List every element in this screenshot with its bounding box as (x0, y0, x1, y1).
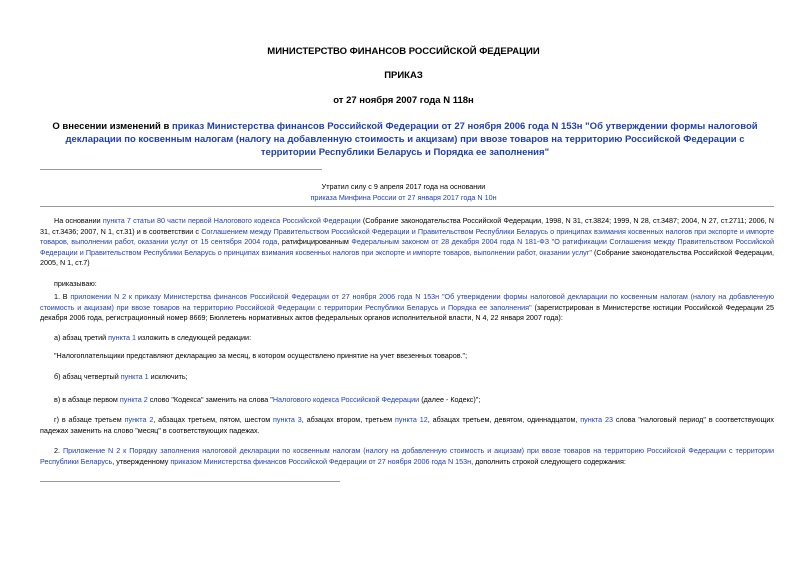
item1-text-2: (зарегистрирован в Министерстве юстиции Российской Федерации 25 декабря 2006 года, регистрационный номер 8669; Бюллетень нормативных актов федеральных органов исполнительной власти, N 4, 22 января 2007 года): (40, 302, 774, 323)
sub-b-text-1: б) абзац четвертый (54, 372, 121, 381)
sub-a-text-2: изложить в следующей редакции: (136, 333, 252, 342)
document-date-number: от 27 ноября 2007 года N 118н (333, 95, 474, 106)
tax-code-link-v[interactable]: Налогового кодекса Российской Федерации (272, 395, 420, 404)
agreement-link[interactable]: Соглашением между Правительством Российской Федерации и Правительством Республики Беларусь о принципах взимания косвенных налогов при экспорте и импорте товаров, выполнении работ, оказании услуг от 15 сентября 2004 года (40, 226, 774, 247)
appendix-2-procedure-link[interactable]: Приложение N 2 к Порядку заполнения налоговой декларации по косвенным налогам (налогу на добавленную стоимость и акцизам) при ввозе товаров на территорию Российской Федерации с территории Республики Беларусь (40, 446, 774, 466)
sub-item-g (40, 415, 774, 436)
sub-g-text-2: , абзацах третьем, пятом, шестом (153, 415, 274, 424)
sub-g-text-5: слова "налоговый период" в соответствующих падежах заменить на слово "месяц" в соответствующих падежах. (40, 415, 774, 435)
sub-item-b (40, 372, 774, 383)
sub-v-text-2: слово "Кодекса" заменить на слова " (147, 395, 273, 404)
item1-text-1: 1. В (54, 292, 71, 301)
preamble-text-4: (Собрание законодательства Российской Федерации, 2005, N 1, ст.7) (40, 247, 774, 268)
sub-a-text-1: а) абзац третий (54, 333, 109, 342)
sub-item-v (40, 395, 774, 406)
point-1-link-b[interactable]: пункта 1 (120, 372, 149, 381)
ministry-heading: МИНИСТЕРСТВО ФИНАНСОВ РОССИЙСКОЙ ФЕДЕРАЦИИ (267, 46, 540, 57)
point-2-link[interactable]: пункта 2 (119, 395, 148, 404)
federal-law-link[interactable]: Федеральным законом от 28 декабря 2004 года N 181-ФЗ "О ратификации Соглашения между Правительством Российской Федерации и Правительством Республики Беларусь о принципах взимания косвенных налогов при экспорте и импорте товаров, выполнении работ, оказании услуг" (40, 237, 774, 257)
status-note-line2 (0, 192, 807, 203)
point-12-link[interactable]: пункта 12 (394, 415, 428, 424)
preamble-text-2: (Собрание законодательства Российской Федерации, 1998, N 31, ст.3824; 1999, N 28, ст.3487; 2004, N 27, ст.2711; 2006, N 31, ст.3436; 2007, N 1, ст.31) и в соответствии с (40, 216, 774, 236)
document-title (40, 120, 770, 159)
amended-order-link[interactable]: приказ Министерства финансов Российской Федерации от 27 ноября 2006 года N 153н "Об утверждении формы налоговой декларации по косвенным налогам (налогу на добавленную стоимость и акцизам) при ввозе товаров на территорию Российской Федерации с территории Республики Беларусь и Порядка ее заполнения" (65, 121, 758, 158)
sub-b-text-2: исключить; (148, 372, 188, 381)
divider-bottom (40, 481, 340, 482)
item2-text-2: , утвержденному (112, 456, 171, 466)
point-3-link[interactable]: пункта 3 (273, 415, 302, 424)
item2-text-1: 2. (54, 446, 63, 455)
tax-code-link[interactable]: пункта 7 статьи 80 части первой Налогового кодекса Российской Федерации (102, 216, 361, 225)
item-2 (40, 446, 774, 467)
sub-g-text-1: г) в абзаце третьем (54, 415, 125, 424)
order-153n-link[interactable]: приказом Министерства финансов Российской Федерации от 27 ноября 2006 года N 153н (170, 456, 472, 466)
item2-text-3: , дополнить строкой следующего содержания: (471, 456, 626, 466)
sub-g-text-3: , абзацах втором, третьем (301, 415, 395, 424)
sub-v-text-1: в) в абзаце первом (54, 395, 120, 404)
preamble-paragraph (40, 216, 774, 269)
quote-a: "Налогоплательщики представляют декларацию за месяц, в котором осуществлено принятие на учет ввезенных товаров."; (54, 351, 468, 360)
appendix-2-link[interactable]: приложении N 2 к приказу Министерства финансов Российской Федерации от 27 ноября 2006 года N 153н "Об утверждении формы налоговой декларации по косвенным налогам (налогу на добавленную стоимость и акцизам) при ввозе товаров на территорию Российской Федерации с территории Республики Беларусь и Порядка ее заполнения" (40, 292, 774, 312)
document-type: ПРИКАЗ (384, 70, 423, 81)
divider-short (40, 169, 322, 170)
sub-v-text-3: (далее - Кодекс)"; (419, 395, 481, 404)
title-prefix: О внесении изменений в (52, 121, 172, 132)
sub-g-text-4: , абзацах третьем, девятом, одиннадцатом, (427, 415, 581, 424)
point-2-link-g[interactable]: пункта 2 (124, 415, 154, 424)
point-23-link[interactable]: пункта 23 (580, 415, 613, 424)
order-word: приказываю: (54, 279, 97, 288)
item-1 (40, 292, 774, 324)
repeal-order-link[interactable]: приказа Минфина России от 27 января 2017 года N 10н (310, 193, 497, 202)
divider-full (40, 206, 774, 207)
preamble-text-3: , ратифицированным (277, 237, 352, 247)
status-note-line1: Утратил силу с 9 апреля 2017 года на основании (321, 182, 486, 191)
point-1-link[interactable]: пункта 1 (108, 333, 137, 342)
preamble-text-1: На основании (54, 216, 103, 225)
sub-item-a (40, 333, 774, 344)
